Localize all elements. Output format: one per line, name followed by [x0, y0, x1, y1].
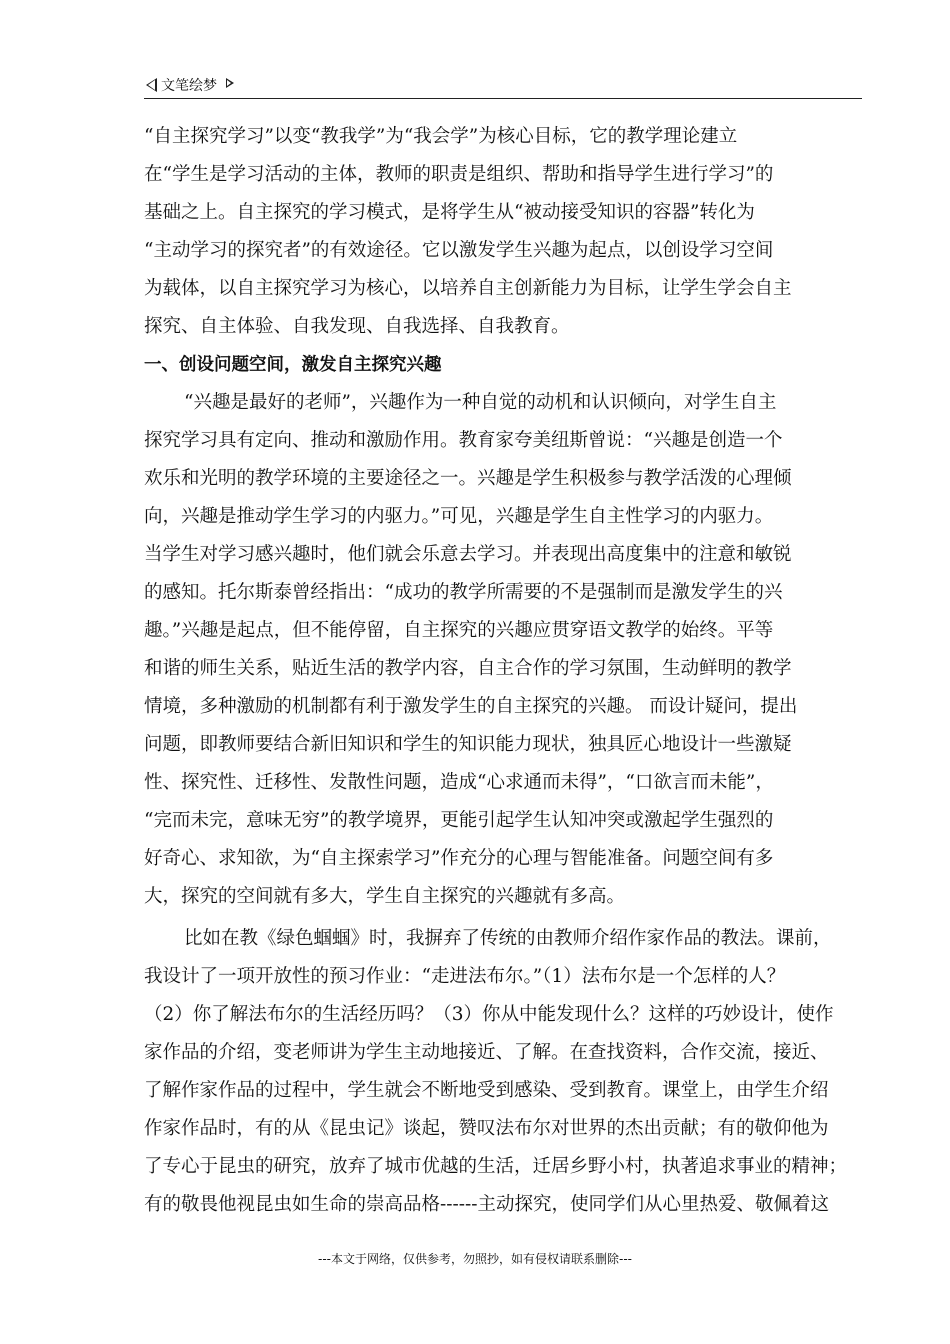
text-line: 为载体，以自主探究学习为核心，以培养自主创新能力为目标，让学生学会自主 [144, 278, 792, 299]
text-line: 趣。”兴趣是起点，但不能停留，自主探究的兴趣应贯穿语文教学的始终。平等 [144, 620, 774, 641]
text-line: 好奇心、求知欲，为“自主探索学习”作充分的心理与智能准备。问题空间有多 [144, 848, 774, 869]
text-line: “完而未完，意味无穷”的教学境界，更能引起学生认知冲突或激起学生强烈的 [144, 810, 774, 831]
text-line: 和谐的师生关系，贴近生活的教学内容，自主合作的学习氛围，生动鲜明的教学 [144, 658, 792, 679]
text-line: 了解作家作品的过程中，学生就会不断地受到感染、受到教育。课堂上，由学生介绍 [144, 1080, 829, 1101]
text-line: 情境，多种激励的机制都有利于激发学生的自主探究的兴趣。 而设计疑问，提出 [144, 696, 798, 717]
paragraph-intro [144, 118, 864, 346]
text-line: 基础之上。自主探究的学习模式，是将学生从“被动接受知识的容器”转化为 [144, 202, 755, 223]
text-line: 在“学生是学习活动的主体，教师的职责是组织、帮助和指导学生进行学习”的 [144, 164, 774, 185]
paragraph-example [144, 920, 864, 1224]
text-line: 作家作品时，有的从《昆虫记》谈起，赞叹法布尔对世界的杰出贡献；有的敬仰他为 [144, 1118, 829, 1139]
text-line: 大，探究的空间就有多大，学生自主探究的兴趣就有多高。 [144, 886, 626, 907]
left-triangle-icon [146, 78, 157, 92]
page-footer: ---本文于网络，仅供参考，勿照抄，如有侵权请联系删除--- [318, 1252, 632, 1266]
text-line: 我设计了一项开放性的预习作业：“走进法布尔。”（1）法布尔是一个怎样的人？ [144, 966, 786, 987]
header-title: 文笔绘梦 [161, 78, 217, 94]
text-line: 问题，即教师要结合新旧知识和学生的知识能力现状，独具匠心地设计一些激疑 [144, 734, 792, 755]
right-triangle-icon [226, 78, 234, 88]
text-line: 了专心于昆虫的研究，放弃了城市优越的生活，迁居乡野小村，执著追求事业的精神； [144, 1156, 848, 1177]
text-line: 探究、自主体验、自我发现、自我选择、自我教育。 [144, 316, 570, 337]
text-line: 的感知。托尔斯泰曾经指出：“成功的教学所需要的不是强制而是激发学生的兴 [144, 582, 783, 603]
text-line: 有的敬畏他视昆虫如生命的崇高品格------主动探究，使同学们从心里热爱、敬佩着这 [144, 1194, 830, 1215]
text-line: 比如在教《绿色蝈蝈》时，我摒弃了传统的由教师介绍作家作品的教法。课前， [184, 928, 832, 949]
section-heading: 一、创设问题空间，激发自主探究兴趣 [144, 355, 442, 375]
text-line: 探究学习具有定向、推动和激励作用。教育家夸美纽斯曾说：“兴趣是创造一个 [144, 430, 783, 451]
text-line: “兴趣是最好的老师”，兴趣作为一种自觉的动机和认识倾向，对学生自主 [184, 392, 777, 413]
paragraph-interest [144, 384, 864, 916]
text-line: （2）你了解法布尔的生活经历吗？（3）你从中能发现什么？这样的巧妙设计，使作 [144, 1004, 834, 1025]
text-line: 向，兴趣是推动学生学习的内驱力。”可见，兴趣是学生自主性学习的内驱力。 [144, 506, 774, 527]
text-line: “自主探究学习”以变“教我学”为“我会学”为核心目标，它的教学理论建立 [144, 126, 738, 147]
text-line: “主动学习的探究者”的有效途径。它以激发学生兴趣为起点，以创设学习空间 [144, 240, 774, 261]
text-line: 性、探究性、迁移性、发散性问题，造成“心求通而未得”，“口欲言而未能”， [144, 772, 774, 793]
text-line: 当学生对学习感兴趣时，他们就会乐意去学习。并表现出高度集中的注意和敏锐 [144, 544, 792, 565]
document-body [144, 118, 864, 1224]
page-header [144, 74, 862, 99]
text-line: 家作品的介绍，变老师讲为学生主动地接近、了解。在查找资料，合作交流，接近、 [144, 1042, 829, 1063]
text-line: 欢乐和光明的教学环境的主要途径之一。兴趣是学生积极参与教学活泼的心理倾 [144, 468, 792, 489]
